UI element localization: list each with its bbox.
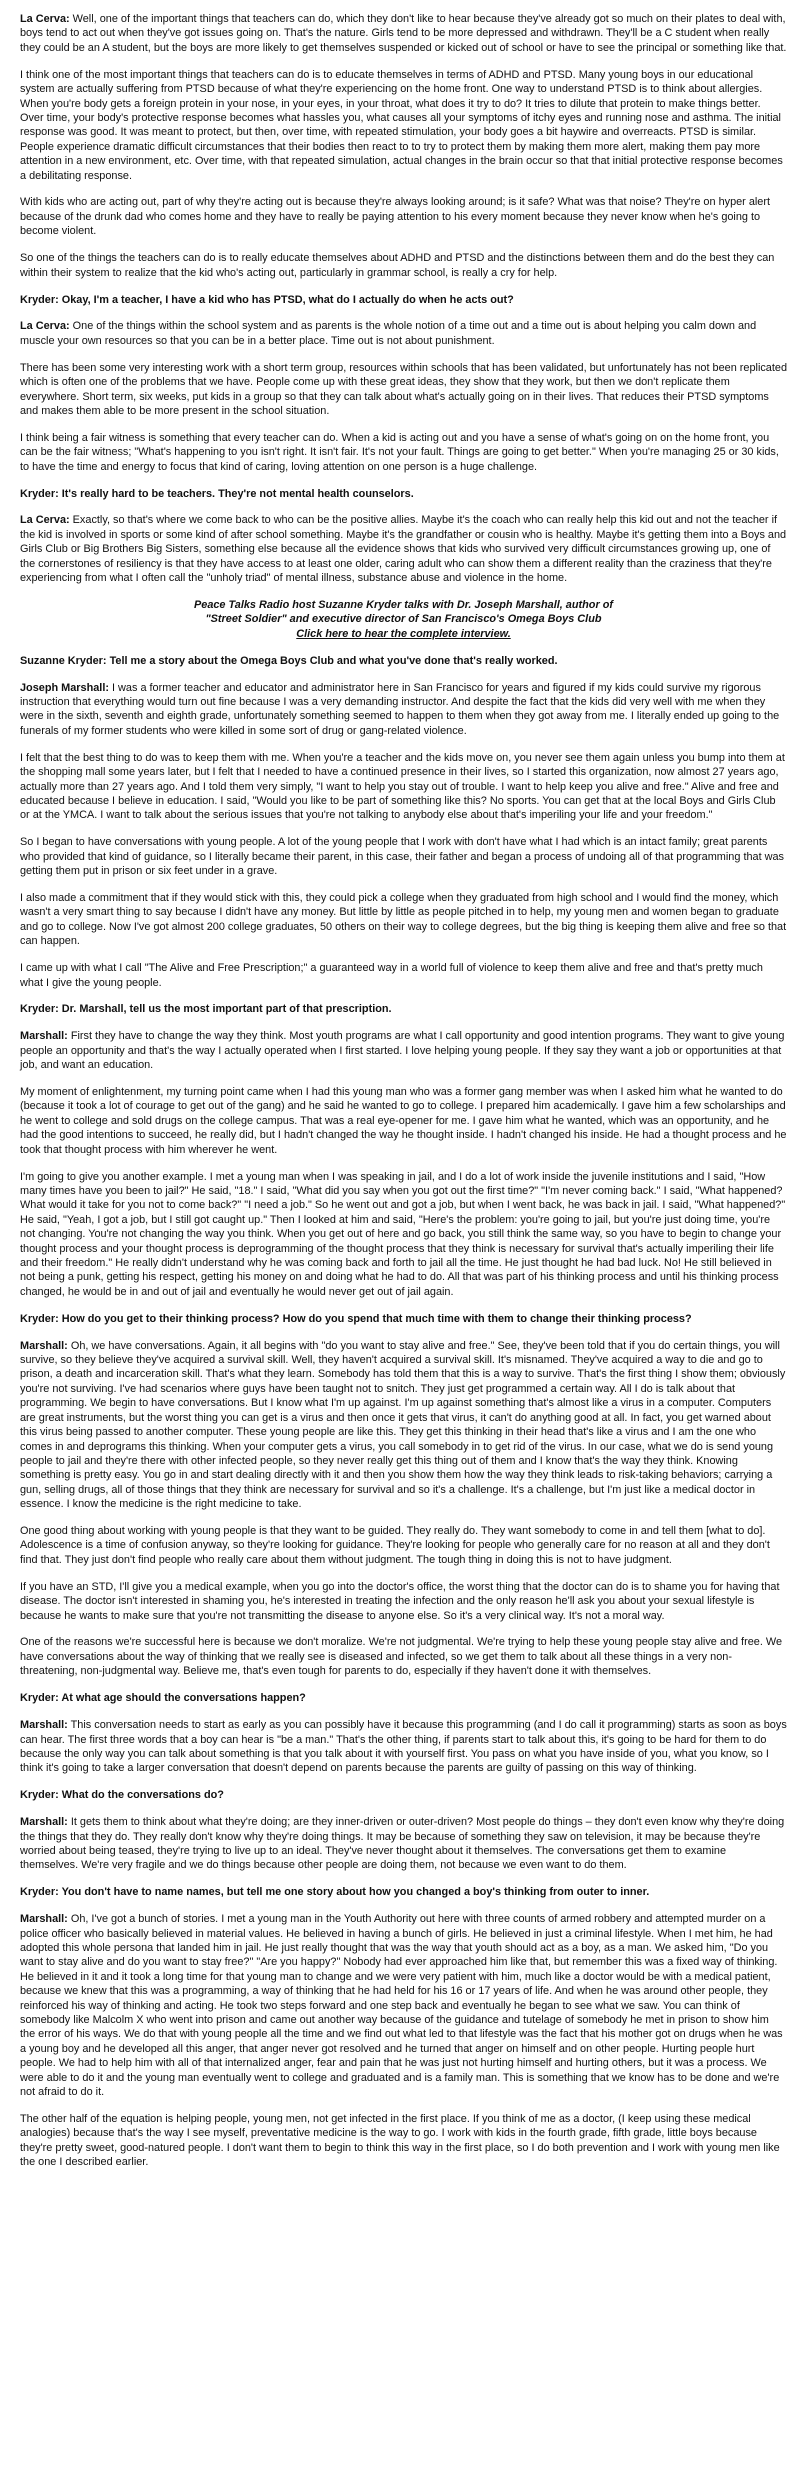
paragraph-text: I also made a commitment that if they would stick with this, they could pick a college when they graduated from high school and I would find the money, which wasn't a very smart thing to say because I didn't have any money. But little by little as people pitched in to help, my young men and women began to graduate and go to college. Now I've got almost 200 college graduates, 50 others on their way to college degrees, but the big thing is keeping them alive and free so that can happen. xyxy=(20,892,787,948)
interview-paragraph xyxy=(20,681,787,739)
speaker-label-kryder: Kryder: xyxy=(20,293,59,306)
speaker-label-kryder: Kryder: xyxy=(20,1312,59,1325)
speaker-label-marshall: Marshall: xyxy=(20,1030,68,1043)
speaker-label-la-cerva: La Cerva: xyxy=(20,514,70,527)
interview-paragraph xyxy=(20,195,787,238)
interview-paragraph xyxy=(20,251,787,280)
interview-paragraph xyxy=(20,1524,787,1567)
paragraph-text: I was a former teacher and educator and administrator here in San Francisco for years and figured if my kids could survive my rigorous instruction that everything would turn out fine because I was a very demanding instructor. And despite the fact that the kids did very well with me when they were in the sixth, seventh and eighth grade, unfortunately something seemed to happen to them when they got away from me. I literally ended up going to the funerals of my former students who were killed in some sort of drug or gang-related violence. xyxy=(20,681,780,737)
interview-question xyxy=(20,1002,787,1016)
interview-caption xyxy=(20,598,787,641)
paragraph-text: So one of the things the teachers can do is to really educate themselves about ADHD and PTSD and the distinctions between them and do the best they can within their system to realize that the kid who's acting out, particularly in grammar school, is really a cry for help. xyxy=(20,252,775,279)
interview-paragraph xyxy=(20,2112,787,2170)
speaker-label-la-cerva: La Cerva: xyxy=(20,13,70,25)
paragraph-text: If you have an STD, I'll give you a medical example, when you go into the doctor's office, the worst thing that the doctor can do is to shame you for having that disease. The doctor isn't interested in shaming you, he's interested in treating the infection and the only reason he'll ask you about your sexual lifestyle is because he wants to make sure that you're not transmitting the disease to anyone else. So it's a very clinical way. It's not a moral way. xyxy=(20,1580,780,1622)
paragraph-text: Well, one of the important things that teachers can do, which they don't like to hear because they've already got so much on their plates to deal with, boys tend to act out when they've got issues going on. That's the nature. Girls tend to be more depressed and withdrawn. They'll be a C student when really they could be an A student, but the boys are more likely to get themselves suspended or kicked out of school or have to see the principal or something like that. xyxy=(20,13,787,54)
speaker-label-kryder: Kryder: xyxy=(20,1886,59,1899)
paragraph-text: Oh, I've got a bunch of stories. I met a young man in the Youth Authority out here with three counts of armed robbery and attempted murder on a police officer who basically believed in material values. He believed in having a bunch of girls. He believed in just a criminal lifestyle. When I met him, he had adopted this whole persona that landed him in jail. He just really thought that was the way that youth should act as a boy, as a man. We asked him, "Do you want to stay alive and do you want to stay free?" "Are you happy?" Nobody had ever approached him like that, but remember this was a fixed way of thinking. He believed in it and it took a long time for that young man to change and we were very patient with him, much like a doctor would be with a medical patient, because we knew that this was a programming, a way of thinking that he had held for his 16 or 17 years of life. And when he was around other people, they reinforced his way of thinking and acting. He took two steps forward and one step back and eventually he began to see what we saw. You can think of somebody like Malcolm X who went into prison and came out another way because of the guidance and tutelage of somebody he met in prison to show him the error of his ways. We do that with young people all the time and we find out what led to that lifestyle was the fact that his mother got on drugs when he was a young boy and he developed all this anger, that anger never got resolved and he turned that anger on himself and on other people. Hurting people hurt people. We had to help him with all of that internalized anger, fear and pain that he was just not hurting himself and hurting others, but it was a process. We were able to do it and the young man eventually went to college and graduated and is a family man. This is something that we know has to be done and we're not afraid to do it. xyxy=(20,1913,783,2099)
question-text: At what age should the conversations happen? xyxy=(61,1692,306,1705)
question-text: Tell me a story about the Omega Boys Club and what you've done that's really worked. xyxy=(109,654,558,667)
interview-paragraph xyxy=(20,835,787,878)
paragraph-text: First they have to change the way they think. Most youth programs are what I call opportunity and good intention programs. They want to give young people an opportunity and that's the way I actually operated when I first started. I love helping young people. If they say they want a job or opportunities at that job, and want an education. xyxy=(20,1030,785,1072)
interview-paragraph xyxy=(20,1580,787,1623)
paragraph-text: One of the reasons we're successful here is because we don't moralize. We're not judgmental. We're trying to help these young people stay alive and free. We have conversations about the way of thinking that we really see is diseased and infected, so we get them to talk about all these things in a very non-threatening, non-judgmental way. Believe me, that's even tough for parents to do, especially if they haven't done it with themselves. xyxy=(20,1636,783,1678)
caption-line: "Street Soldier" and executive director of San Francisco's Omega Boys Club xyxy=(205,613,602,626)
paragraph-text: My moment of enlightenment, my turning point came when I had this young man who was a former gang member was when I asked him what he wanted to do (because it took a lot of courage to get out of the gang) and he said he wanted to go to college. I prepared him academically. I gave him a few scholarships and he went to college and sold drugs on the college campus. That was a real eye-opener for me. I gave him what he wanted, which was an opportunity, and he had the good intentions to succeed, he really did, but I hadn't changed the way he thought inside. I hadn't changed his inside. He had a thought process and he took that thought process with him wherever he went. xyxy=(20,1086,787,1156)
speaker-label-marshall: Marshall: xyxy=(20,1913,68,1926)
question-text: How do you get to their thinking process? How do you spend that much time with them to change their thinking process? xyxy=(61,1312,692,1325)
paragraph-text: Exactly, so that's where we come back to who can be the positive allies. Maybe it's the coach who can really help this kid out and not the teacher if the kid is involved in sports or some kind of after school something. Maybe it's the grandfather or cousin who is healthy. Maybe it's getting them into a Boys and Girls Club or Big Brothers Big Sisters, something else because all the evidence shows that kids who survived very difficult circumstances growing up, one of the cornerstones of resiliency is that they have access to at least one older, caring adult who can show them a different reality than the craziness that they're experiencing from what I often call the "unholy triad" of mental illness, substance abuse and violence in the home. xyxy=(20,514,787,585)
interview-paragraph xyxy=(20,361,787,419)
paragraph-text: The other half of the equation is helping people, young men, not get infected in the first place. If you think of me as a doctor, (I keep using these medical analogies) because that's the way I see myself, preventative medicine is the way to go. I work with kids in the fourth grade, fifth grade, little boys because they're pretty sweet, good-natured people. I don't want them to begin to think this way in the first place, so I do both prevention and I work with young men like the one I described earlier. xyxy=(20,2112,780,2169)
paragraph-text: Oh, we have conversations. Again, it all begins with "do you want to stay alive and free." See, they've been told that if you do certain things, you will survive, so they believe they've acquired a survival skill. Well, they haven't acquired a survival skill. It's misnamed. They've acquired a way to die and go to prison, a death and incarceration skill. That's what they learn. Somebody has told them that this is a way to survive. That's the first thing I show them; obviously you're not surviving. I've had scenarios where guys have been taught not to snitch. They just get programmed a certain way. All I do is talk about that programming. We begin to have conversations. But I know what I'm up against. I'm up against something that's almost like a virus in a computer. Computers are great instruments, but the worst thing you can get is a virus and then once it gets that virus, it can't do anything good at all. In fact, you get warned about this virus being passed to another computer. These young people are like this. They get this thinking in their head that's like a virus and I am the one who comes in and deprograms this thinking. When your computer gets a virus, you call somebody in to get rid of the virus. In our case, what we do is send young people to jail and they're there with other infected people, so they never really get this thing out of them and I know that's the way they think. Knowing something is pretty easy. You go in and start dealing directly with it and then you show them how the way they think leads to risk-taking behaviors; carrying a gun, selling drugs, all of those things that they think are necessary for survival and so it's a challenge. It's a challenge, but I'm just like a medical doctor in essence. I know the medicine is the right medicine to take. xyxy=(20,1339,786,1511)
interview-paragraph xyxy=(20,1718,787,1776)
paragraph-text: This conversation needs to start as early as you can possibly have it because this programming (and I do call it programming) starts as soon as boys can hear. The first three words that a boy can hear is "be a man." That's the other thing, if parents start to talk about this, it's going to be hard for them to do because the only way you can talk about something is that you talk about it with yourself first. You pass on what you have inside of you, what you know, so I think it's going to take a larger conversation that doesn't depend on parents because the parents are guilty of passing on this way of thinking. xyxy=(20,1719,787,1775)
paragraph-text: One good thing about working with young people is that they want to be guided. They really do. They want somebody to come in and tell them [what to do]. Adolescence is a time of confusion anyway, so they're looking for guidance. They're looking for people who generally care for no reason at all and they don't find that. They just don't find people who really care about them without judgment. The tough thing in doing this is not to have judgment. xyxy=(20,1525,770,1566)
interview-paragraph xyxy=(20,1339,787,1512)
paragraph-text: It gets them to think about what they're doing; are they inner-driven or outer-driven? Most people do things – they don't even know why they're doing the things that they do. They really don't know why they're doing things. It may be because of something they saw on television, it may be because they're worried about being teased, they're trying to live up to an ideal. They've never thought about it themselves. The conversations get them to examine themselves. We're very fragile and we do things because other people are doing them, not because we even want to do them. xyxy=(20,1816,785,1872)
interview-paragraph xyxy=(20,12,787,55)
interview-paragraph xyxy=(20,1815,787,1873)
interview-paragraph xyxy=(20,1170,787,1300)
interview-paragraph xyxy=(20,68,787,183)
interview-question xyxy=(20,654,787,668)
paragraph-text: One of the things within the school system and as parents is the whole notion of a time out and a time out is about helping you calm down and muscle your own resources so that you can be in a better place. Time out is not about punishment. xyxy=(20,320,757,347)
interview-question xyxy=(20,1885,787,1899)
interview-paragraph xyxy=(20,1912,787,2099)
speaker-label-suzanne-kryder: Suzanne Kryder: xyxy=(20,654,107,667)
speaker-label-kryder: Kryder: xyxy=(20,1692,59,1705)
question-text: You don't have to name names, but tell me one story about how you changed a boy's thinking from outer to inner. xyxy=(61,1886,650,1899)
interview-question xyxy=(20,487,787,501)
question-text: It's really hard to be teachers. They're not mental health counselors. xyxy=(61,487,414,500)
question-text: Dr. Marshall, tell us the most important part of that prescription. xyxy=(61,1003,392,1016)
paragraph-text: I think one of the most important things that teachers can do is to educate themselves in terms of ADHD and PTSD. Many young boys in our educational system are actually suffering from PTSD because of what they're experiencing on the home front. One way to understand PTSD is to think about allergies. When you're body gets a foreign protein in your nose, in your eyes, in your throat, what does it try to do? It tries to dilute that protein to make things better. Over time, your body's protective response becomes what hassles you, what causes all your symptoms of itchy eyes and running nose and asthma. The initial response was good. It was meant to protect, but then, over time, with repeated stimulation, your body goes a bit haywire and overreacts. PTSD is similar. People experience dramatic difficult circumstances that their bodies then react to to try to protect them by making them more alert, making them pay more attention in a new environment, etc. Over time, with that repeated simulation, actual changes in the brain occur so that that initial protective response becomes a debilitating response. xyxy=(20,68,783,182)
interview-paragraph xyxy=(20,891,787,949)
interview-paragraph xyxy=(20,1635,787,1678)
speaker-label-kryder: Kryder: xyxy=(20,1003,59,1016)
paragraph-text: I felt that the best thing to do was to keep them with me. When you're a teacher and the kids move on, you never see them again unless you bump into them at the shopping mall some years later, but I felt that I needed to have a continued presence in their lives, so I started this organization, now almost 27 years ago, actually more than 27 years ago. And I told them very simply, "I want to help you stay out of trouble. I want to help keep you alive and free." Alive and free and educated because I believe in education. I said, "Would you like to be part of something like this? No sports. You can get that at the local Boys and Girls Club or at the YMCA. I want to talk about the serious issues that you're not talking to anybody else about that's imperiling your life and your freedom." xyxy=(20,751,785,822)
question-text: Okay, I'm a teacher, I have a kid who has PTSD, what do I actually do when he acts out? xyxy=(61,293,514,306)
paragraph-text: I think being a fair witness is something that every teacher can do. When a kid is acting out and you have a sense of what's going on on the home front, you can be the fair witness; "What's happening to you isn't right. It isn't fair. It's not your fault. Things are going to get better." When you're managing 25 or 30 kids, to have the time and energy to focus that kind of caring, loving attention on one person is a huge challenge. xyxy=(20,431,779,473)
interview-question xyxy=(20,1788,787,1802)
speaker-label-marshall: Marshall: xyxy=(20,1816,68,1829)
interview-paragraph xyxy=(20,431,787,474)
paragraph-text: So I began to have conversations with young people. A lot of the young people that I work with don't have what I had which is an intact family; great parents who provided that kind of guidance, so I literally became their parent, in this case, their father and began a process of undoing all of that programming that was getting them put in prison or six feet under in a grave. xyxy=(20,836,784,878)
paragraph-text: With kids who are acting out, part of why they're acting out is because they're always looking around; is it safe? What was that noise? They're on hyper alert because of the drunk dad who comes home and they have to really be paying attention to his every moment because they never know when he's going to become violent. xyxy=(20,196,771,238)
paragraph-text: I'm going to give you another example. I met a young man when I was speaking in jail, and I do a lot of work inside the juvenile institutions and I said, "How many times have you been to jail?" He said, "18." I said, "What did you say when you got out the first time?" "I'm never coming back." I said, "What happened? What would it take for you not to come back?" "I need a job." So he went out and got a job, but when I went back, he was back in jail. I said, "What happened?" He said, "Yeah, I got a job, but I still got caught up." Then I looked at him and said, "Here's the problem: you're going to jail, but you're just doing time, you're not changing. You're not changing the way you think. When you get out of here and go back, you still think the same way, so you have to begin to change your thought process and your thought process is deprogramming of the thought process that they think is necessary for survival that's actually imperiling their life and their freedom." He really didn't understand why he was coming back and forth to jail all the time. He just thought he had bad luck. No! He still believed in not being a punk, getting his respect, getting his money on and doing what he had to do. All that was part of his thinking process and until his thinking process changed, he would be in and out of jail and eventually he would never get out of jail again. xyxy=(20,1170,786,1298)
paragraph-text: There has been some very interesting work with a short term group, resources within schools that has been validated, but unfortunately has not been replicated which is often one of the problems that we have. People come up with these great ideas, they show that they work, but then we don't replicate them everywhere. Short term, six weeks, put kids in a group so that they can talk about what's actually going on in their lives. That reduces their PTSD symptoms and makes them able to be more present in the school situation. xyxy=(20,361,788,417)
speaker-label-marshall: Marshall: xyxy=(20,1719,68,1732)
speaker-label-joseph-marshall: Joseph Marshall: xyxy=(20,681,109,694)
complete-interview-link[interactable]: Click here to hear the complete interview. xyxy=(296,627,511,640)
interview-paragraph xyxy=(20,1085,787,1157)
interview-question xyxy=(20,293,787,307)
caption-line: Peace Talks Radio host Suzanne Kryder talks with Dr. Joseph Marshall, author of xyxy=(194,599,613,611)
interview-question xyxy=(20,1691,787,1705)
speaker-label-la-cerva: La Cerva: xyxy=(20,320,70,333)
interview-paragraph xyxy=(20,513,787,585)
speaker-label-kryder: Kryder: xyxy=(20,1789,59,1802)
interview-paragraph xyxy=(20,319,787,348)
interview-question xyxy=(20,1312,787,1326)
interview-paragraph xyxy=(20,1029,787,1072)
interview-paragraph xyxy=(20,961,787,990)
paragraph-text: I came up with what I call "The Alive and Free Prescription;" a guaranteed way in a world full of violence to keep them alive and free and that's pretty much what I give the young people. xyxy=(20,962,763,989)
speaker-label-marshall: Marshall: xyxy=(20,1339,68,1352)
interview-paragraph xyxy=(20,751,787,823)
question-text: What do the conversations do? xyxy=(61,1789,224,1802)
speaker-label-kryder: Kryder: xyxy=(20,487,59,500)
